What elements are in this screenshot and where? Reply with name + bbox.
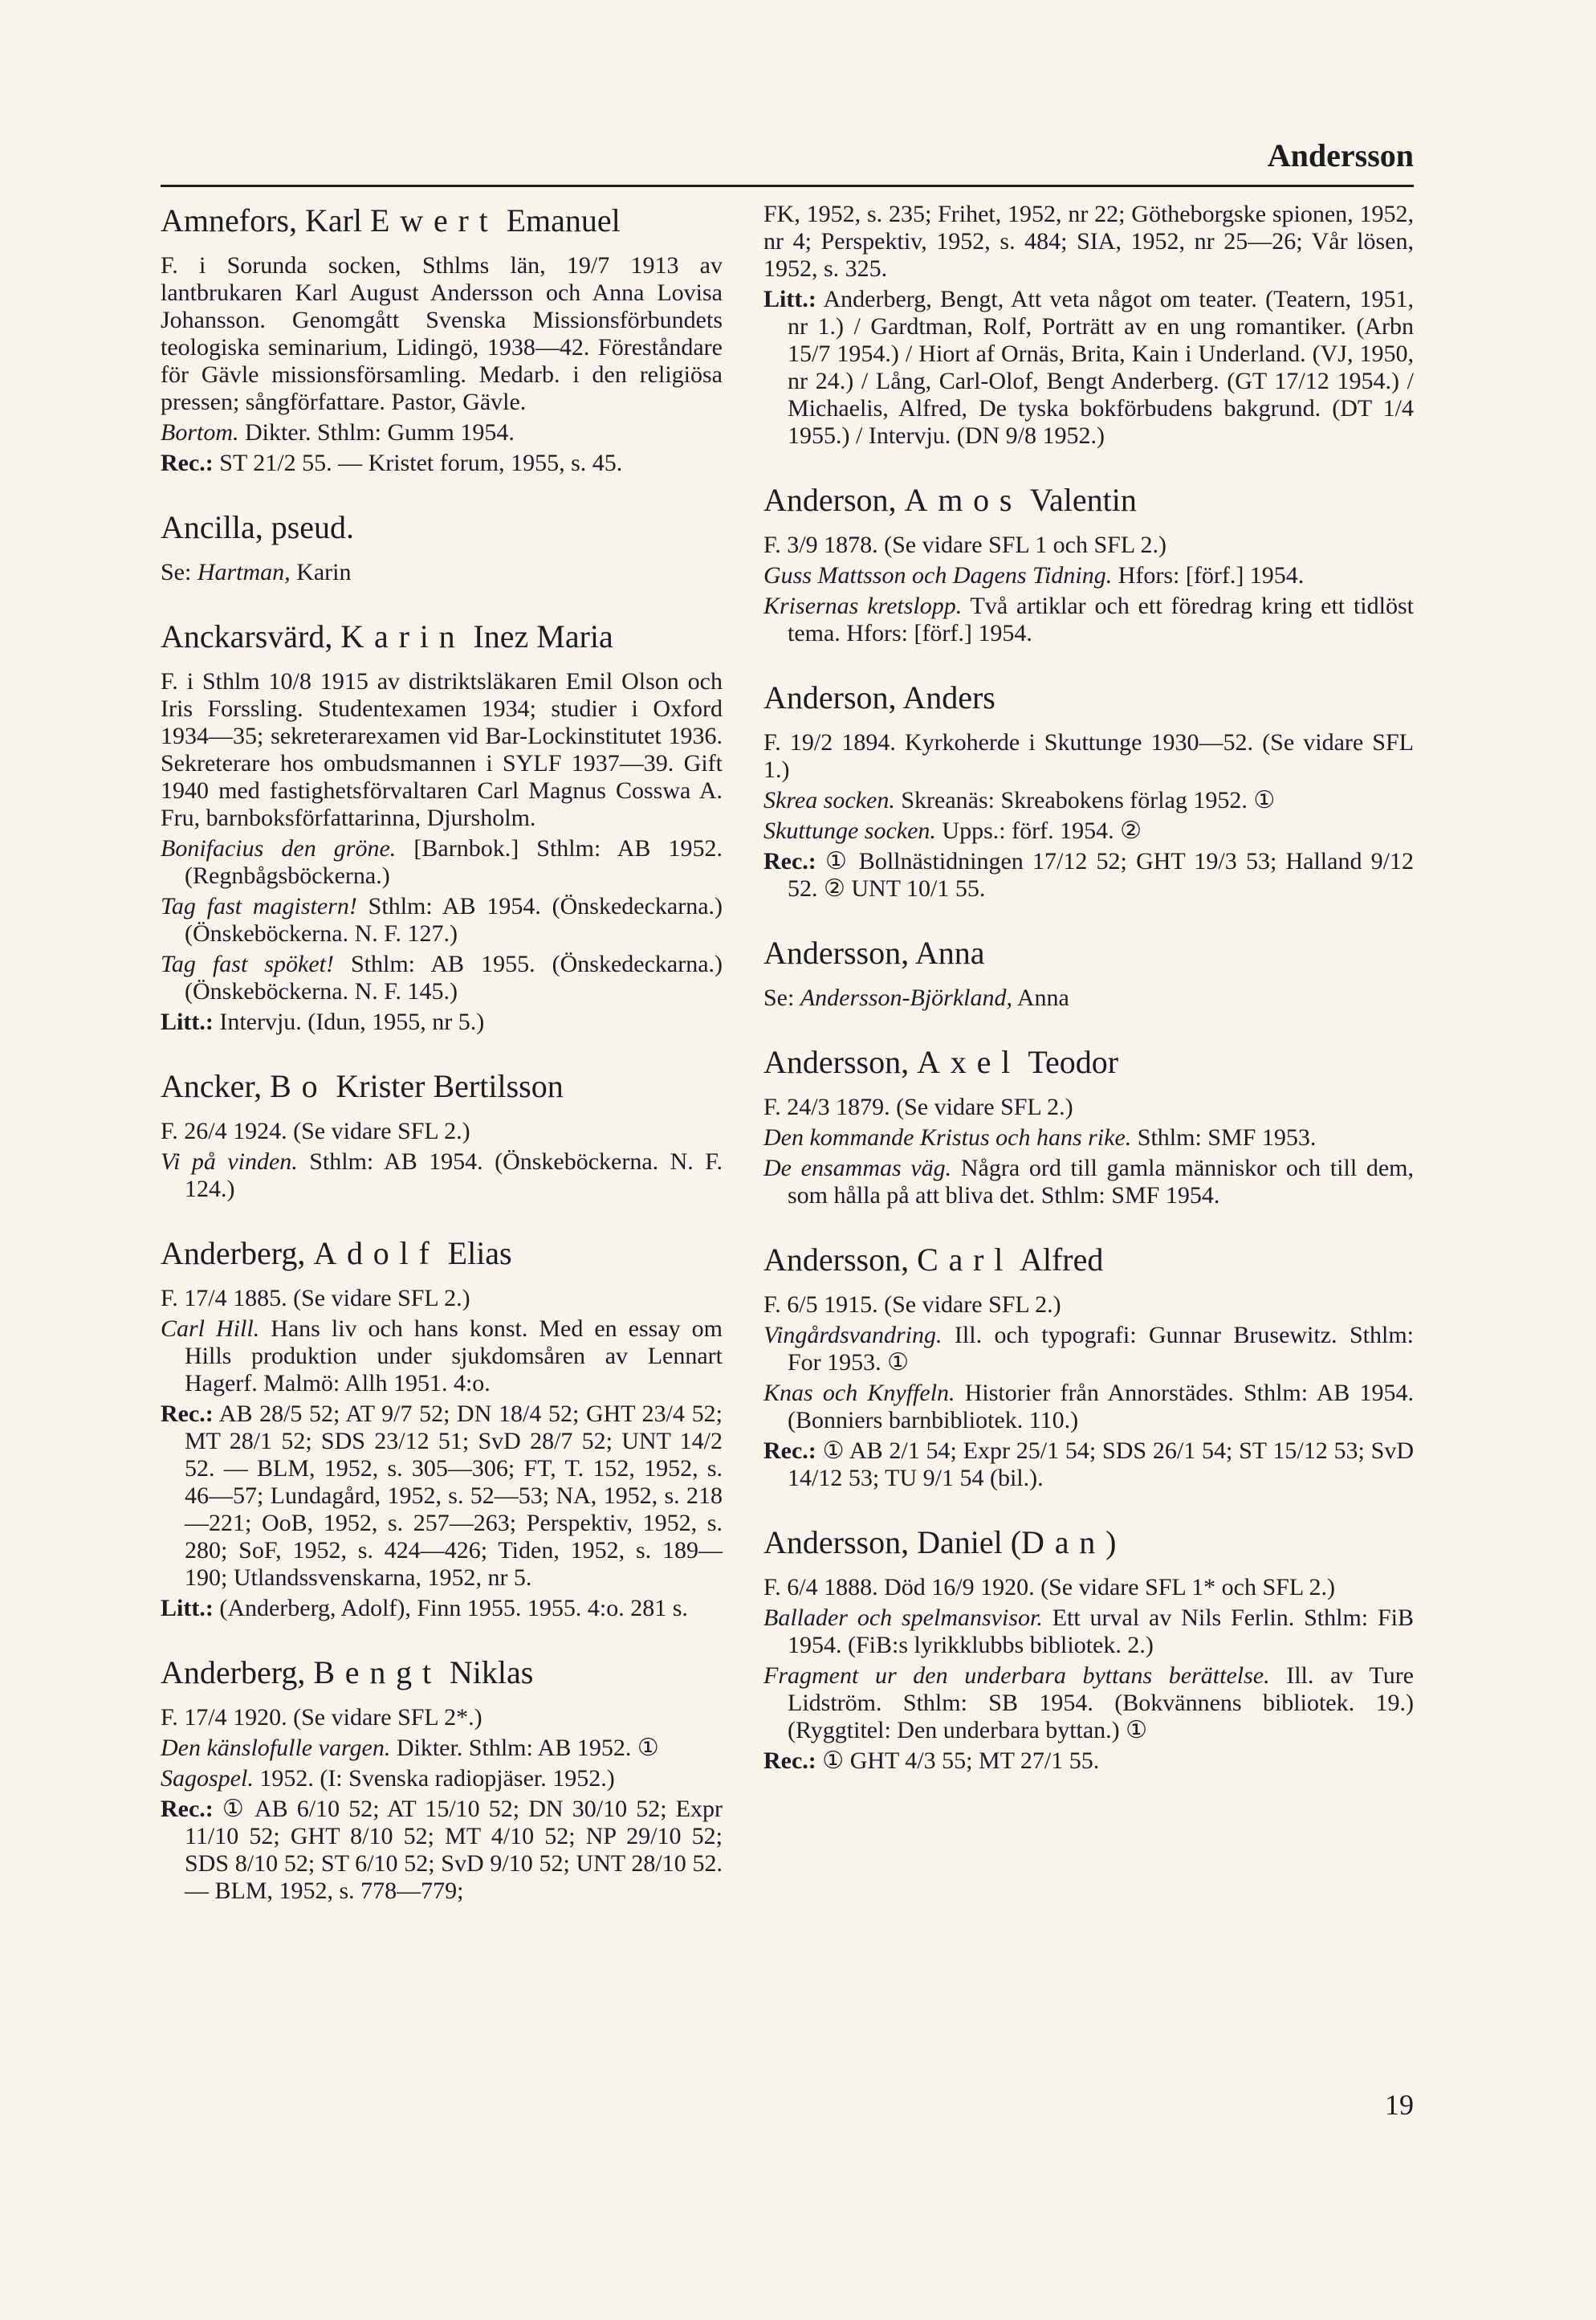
reviews bbox=[161, 450, 723, 477]
see-target: Andersson-Björkland, bbox=[800, 985, 1012, 1011]
given-name: Emanuel bbox=[506, 202, 621, 239]
work-title: Vingårdsvandring. bbox=[763, 1322, 943, 1348]
work-title: Vi på vinden. bbox=[161, 1148, 298, 1175]
work-title: Den känslofulle vargen. bbox=[161, 1735, 391, 1761]
work-item bbox=[161, 419, 723, 446]
biography: F. 26/4 1924. (Se vidare SFL 2.) bbox=[161, 1118, 470, 1144]
literature-text: Anderberg, Bengt, Att veta något om teater. (Teatern, 1951, nr 1.) / Gardtman, Rolf, Porträtt av en ung romantiker. (Arbn 15/7 1954.) / Hiort af Ornäs, Brita, Kain i Underland. (VJ, 1950, nr 24.) / Lång, Carl-Olof, Bengt Anderberg. (GT 17/12 1954.) / Michaelis, Alfred, De tyska bokförbudens bakgrund. (DT 1/4 1955.) / Intervju. (DN 9/8 1952.) bbox=[788, 286, 1414, 449]
work-item bbox=[161, 1765, 723, 1792]
literature-text: (Anderberg, Adolf), Finn 1955. 1955. 4:o. 281 s. bbox=[213, 1595, 688, 1621]
literature-label: Litt.: bbox=[161, 1009, 214, 1035]
biography: F. 17/4 1920. (Se vidare SFL 2*.) bbox=[161, 1704, 482, 1731]
entry-continuation bbox=[763, 201, 1414, 450]
reviews bbox=[161, 1796, 723, 1905]
biography: F. 6/4 1888. Död 16/9 1920. (Se vidare SFL 1* och SFL 2.) bbox=[763, 1574, 1336, 1600]
given-name: Daniel ( bbox=[917, 1524, 1022, 1560]
work-details: Hfors: [förf.] 1954. bbox=[1112, 562, 1305, 589]
reviews-label: Rec.: bbox=[763, 1747, 816, 1774]
entry-andersson-anna bbox=[763, 933, 1414, 1012]
see-target-rest: Anna bbox=[1012, 985, 1069, 1011]
call-name: Ewert bbox=[370, 202, 499, 239]
literature-text: Intervju. (Idun, 1955, nr 5.) bbox=[213, 1009, 485, 1035]
given-name: Teodor bbox=[1028, 1044, 1119, 1080]
given-name: Valentin bbox=[1029, 482, 1137, 518]
surname: Ancker, bbox=[161, 1068, 263, 1104]
call-name: Bo bbox=[270, 1068, 328, 1104]
biography: F. 3/9 1878. (Se vidare SFL 1 och SFL 2.) bbox=[763, 532, 1167, 558]
reviews-label: Rec.: bbox=[763, 848, 816, 875]
entry-heading bbox=[161, 201, 723, 241]
work-item bbox=[763, 818, 1414, 845]
work-item bbox=[763, 1662, 1414, 1744]
reviews-label: Rec.: bbox=[161, 1401, 214, 1427]
header-rule bbox=[161, 185, 1414, 187]
reviews-text: ① AB 6/10 52; AT 15/10 52; DN 30/10 52; Expr 11/10 52; GHT 8/10 52; MT 4/10 52; NP 29/10 52; SDS 8/10 52; ST 6/10 52; SvD 9/10 52; UNT 28/10 52. — BLM, 1952, s. 778—779; bbox=[185, 1796, 723, 1904]
work-details: Sthlm: AB 1955. (Önskedeckarna.) (Önskeböckerna. N. F. 145.) bbox=[185, 951, 723, 1005]
call-name: Carl bbox=[917, 1242, 1014, 1278]
given-name: Inez Maria bbox=[473, 618, 613, 654]
work-details: Dikter. Sthlm: Gumm 1954. bbox=[238, 419, 515, 446]
literature-label: Litt.: bbox=[763, 286, 816, 312]
work-details: Sthlm: AB 1954. (Önskedeckarna.) (Önskeböckerna. N. F. 127.) bbox=[185, 893, 723, 947]
entry-heading: Anderson, Anders bbox=[763, 679, 995, 716]
running-head: Andersson bbox=[1267, 137, 1414, 173]
entry-heading bbox=[763, 1240, 1414, 1280]
work-item bbox=[763, 593, 1414, 647]
entry-amnefors bbox=[161, 201, 723, 477]
work-title: Sagospel. bbox=[161, 1765, 254, 1792]
reviews-text: ① AB 2/1 54; Expr 25/1 54; SDS 26/1 54; ST 15/12 53; SvD 14/12 53; TU 9/1 54 (bil.). bbox=[788, 1437, 1414, 1491]
work-item bbox=[763, 1604, 1414, 1659]
surname: Andersson, bbox=[763, 1242, 910, 1278]
biography: F. i Sthlm 10/8 1915 av distriktsläkaren Emil Olson och Iris Forssling. Studentexamen 1934; studier i Oxford 1934—35; sekreterarexamen vid Bar-Lockinstitutet 1936. Sekreterare hos ombudsmannen i SYLF 1937—39. Gift 1940 med fastighetsförvaltaren Carl Magnus Cosswa A. Fru, barnboksförfattarinna, Djursholm. bbox=[161, 668, 723, 831]
work-details: Skreanäs: Skreabokens förlag 1952. ① bbox=[894, 787, 1276, 813]
work-details: Ett urval av Nils Ferlin. Sthlm: FiB 1954. (FiB:s lyrikklubbs bibliotek. 2.) bbox=[788, 1604, 1415, 1658]
entry-andersson-daniel bbox=[763, 1523, 1414, 1775]
work-item bbox=[763, 1155, 1414, 1209]
work-details: [Barnbok.] Sthlm: AB 1952. (Regnbågsböckerna.) bbox=[185, 835, 723, 889]
given-name-close: ) bbox=[1105, 1524, 1117, 1560]
work-title: Krisernas kretslopp. bbox=[763, 593, 963, 619]
see-reference bbox=[161, 559, 723, 586]
work-title: Bonifacius den gröne. bbox=[161, 835, 397, 862]
entry-anderberg-bengt bbox=[161, 1653, 723, 1905]
work-details: Sthlm: SMF 1953. bbox=[1131, 1124, 1317, 1151]
entry-heading: Andersson, Anna bbox=[763, 935, 985, 971]
given-name: Krister Bertilsson bbox=[336, 1068, 564, 1104]
work-item bbox=[763, 1124, 1414, 1152]
work-item bbox=[161, 835, 723, 890]
reviews-text: AB 28/5 52; AT 9/7 52; DN 18/4 52; GHT 23/4 52; MT 28/1 52; SDS 23/12 51; SvD 28/7 52; UNT 14/2 52. — BLM, 1952, s. 305—306; FT, T. 152, 1952, s. 46—57; Lundagård, 1952, s. 52—53; NA, 1952, s. 218—221; OoB, 1952, s. 257—263; Perspektiv, 1952, s. 280; SoF, 1952, s. 424—426; Tiden, 1952, s. 189—190; Utlandssvenskarna, 1952, nr 5. bbox=[185, 1401, 723, 1591]
reviews-text: ST 21/2 55. — Kristet forum, 1955, s. 45. bbox=[213, 450, 623, 476]
given-name: Alfred bbox=[1019, 1242, 1104, 1278]
work-details: Historier från Annorstädes. Sthlm: AB 1954. (Bonniers barnbibliotek. 110.) bbox=[788, 1380, 1415, 1433]
literature bbox=[161, 1009, 723, 1036]
biography: F. i Sorunda socken, Sthlms län, 19/7 1913 av lantbrukaren Karl August Andersson och Anna Lovisa Johansson. Genomgått Svenska Missionsförbundets teologiska seminarium, Lidingö, 1938—42. Föreståndare för Gävle missionsförsamling. Medarb. i den religiösa pressen; sångförfattare. Pastor, Gävle. bbox=[161, 252, 723, 415]
work-details: Ill. av Ture Lidström. Sthlm: SB 1954. (Bokvännens bibliotek. 19.) (Ryggtitel: Den underbara byttan.) ① bbox=[788, 1662, 1414, 1743]
surname: Anderson, bbox=[763, 482, 897, 518]
see-label: Se: bbox=[161, 559, 197, 585]
work-title: Tag fast spöket! bbox=[161, 951, 334, 977]
reviews-label: Rec.: bbox=[763, 1437, 816, 1464]
entry-heading bbox=[161, 1233, 723, 1274]
work-title: Ballader och spelmansvisor. bbox=[763, 1604, 1043, 1631]
reviews bbox=[763, 1747, 1414, 1775]
call-name: Dan bbox=[1021, 1524, 1106, 1560]
page-number: 19 bbox=[1385, 2089, 1414, 2121]
see-label: Se: bbox=[763, 985, 800, 1011]
work-title: Carl Hill. bbox=[161, 1315, 260, 1342]
work-title: Den kommande Kristus och hans rike. bbox=[763, 1124, 1132, 1151]
call-name: Axel bbox=[917, 1044, 1021, 1080]
surname: Amnefors, bbox=[161, 202, 297, 239]
entry-andersson-axel bbox=[763, 1042, 1414, 1209]
reviews-label: Rec.: bbox=[161, 1796, 214, 1822]
entry-heading bbox=[161, 1653, 723, 1693]
see-reference bbox=[763, 985, 1414, 1012]
entry-ancilla bbox=[161, 508, 723, 586]
literature bbox=[161, 1595, 723, 1622]
surname: Andersson, bbox=[763, 1524, 910, 1560]
call-name: Bengt bbox=[313, 1654, 442, 1690]
entry-heading bbox=[763, 1042, 1414, 1083]
entry-ancker bbox=[161, 1066, 723, 1203]
work-title: Guss Mattsson och Dagens Tidning. bbox=[763, 562, 1113, 589]
work-item bbox=[763, 562, 1414, 589]
work-title: Bortom. bbox=[161, 419, 239, 446]
work-item bbox=[763, 787, 1414, 814]
given-name: Niklas bbox=[449, 1654, 534, 1690]
surname: Anckarsvärd, bbox=[161, 618, 333, 654]
work-title: Fragment ur den underbara byttans berättelse. bbox=[763, 1662, 1270, 1689]
work-details: 1952. (I: Svenska radiopjäser. 1952.) bbox=[253, 1765, 615, 1792]
work-item bbox=[763, 1322, 1414, 1376]
entry-heading bbox=[763, 1523, 1414, 1563]
entry-heading bbox=[763, 480, 1414, 520]
entry-anderson-amos bbox=[763, 480, 1414, 647]
work-details: Två artiklar och ett föredrag kring ett tidlöst tema. Hfors: [förf.] 1954. bbox=[788, 593, 1414, 646]
work-title: De ensammas väg. bbox=[763, 1155, 952, 1181]
work-item bbox=[161, 1148, 723, 1203]
call-name: Amos bbox=[904, 482, 1023, 518]
see-target: Hartman, bbox=[197, 559, 291, 585]
call-name: Karin bbox=[340, 618, 466, 654]
given-name: Karl bbox=[304, 202, 363, 239]
entry-heading bbox=[161, 1066, 723, 1107]
work-item bbox=[161, 1735, 723, 1762]
work-item bbox=[763, 1380, 1414, 1434]
entry-heading: Ancilla, pseud. bbox=[161, 509, 355, 545]
biography: F. 24/3 1879. (Se vidare SFL 2.) bbox=[763, 1094, 1073, 1120]
work-title: Skrea socken. bbox=[763, 787, 895, 813]
entry-andersson-carl bbox=[763, 1240, 1414, 1492]
given-name: Elias bbox=[447, 1235, 512, 1271]
biography: F. 6/5 1915. (Se vidare SFL 2.) bbox=[763, 1291, 1061, 1318]
surname: Andersson, bbox=[763, 1044, 910, 1080]
work-details: Hans liv och hans konst. Med en essay om Hills produktion under sjukdomsåren av Lennart Hagerf. Malmö: Allh 1951. 4:o. bbox=[185, 1315, 723, 1396]
work-details: Några ord till gamla människor och till dem, som hålla på att bliva det. Sthlm: SMF 1954. bbox=[788, 1155, 1415, 1209]
reviews bbox=[763, 1437, 1414, 1492]
left-column bbox=[161, 201, 723, 1935]
surname: Anderberg, bbox=[161, 1654, 306, 1690]
reviews bbox=[763, 848, 1414, 903]
see-target-rest: Karin bbox=[290, 559, 352, 585]
work-details: Dikter. Sthlm: AB 1952. ① bbox=[390, 1735, 659, 1761]
surname: Anderberg, bbox=[161, 1235, 306, 1271]
work-title: Skuttunge socken. bbox=[763, 818, 936, 844]
right-column bbox=[763, 201, 1414, 1805]
reviews bbox=[161, 1401, 723, 1592]
literature-label: Litt.: bbox=[161, 1595, 214, 1621]
reviews-continued: FK, 1952, s. 235; Frihet, 1952, nr 22; Götheborgske spionen, 1952, nr 4; Perspektiv, 1952, s. 484; SIA, 1952, nr 25—26; Vår lösen, 1952, s. 325. bbox=[763, 201, 1414, 282]
biography: F. 19/2 1894. Kyrkoherde i Skuttunge 1930—52. (Se vidare SFL 1.) bbox=[763, 729, 1414, 783]
work-item bbox=[161, 951, 723, 1005]
reviews-text: ① GHT 4/3 55; MT 27/1 55. bbox=[816, 1747, 1100, 1774]
reviews-text: ① Bollnästidningen 17/12 52; GHT 19/3 53; Halland 9/12 52. ② UNT 10/1 55. bbox=[788, 848, 1414, 902]
entry-heading bbox=[161, 617, 723, 657]
work-title: Knas och Knyffeln. bbox=[763, 1380, 955, 1406]
entry-anderson-anders bbox=[763, 678, 1414, 903]
work-details: Sthlm: AB 1954. (Önskeböckerna. N. F. 124.) bbox=[185, 1148, 723, 1202]
reviews-label: Rec.: bbox=[161, 450, 214, 476]
biography: F. 17/4 1885. (Se vidare SFL 2.) bbox=[161, 1285, 470, 1311]
work-item bbox=[161, 1315, 723, 1397]
work-details: Ill. och typografi: Gunnar Brusewitz. Sthlm: For 1953. ① bbox=[788, 1322, 1414, 1376]
entry-anckarsvard bbox=[161, 617, 723, 1036]
call-name: Adolf bbox=[313, 1235, 440, 1271]
work-item bbox=[161, 893, 723, 948]
entry-anderberg-adolf bbox=[161, 1233, 723, 1622]
literature bbox=[763, 286, 1414, 450]
work-details: Upps.: förf. 1954. ② bbox=[935, 818, 1142, 844]
work-title: Tag fast magistern! bbox=[161, 893, 357, 919]
